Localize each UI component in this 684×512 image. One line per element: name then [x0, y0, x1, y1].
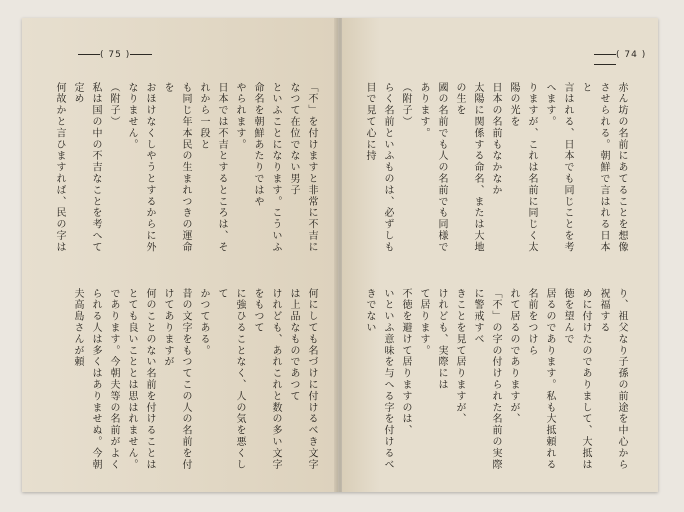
left-page-lower-text: 何にしても名づけに付けるべき文字は上品なものであつて けれども、あれこれと数の多い文字をもつて に強ひることなく、人の気を悪くして かつてある。 昔の文字をもつてこの人の名前を付けてありますが 何のことのない名前を付けることは とても良いこととは思はれません。 であります。今朝夫等の名前がよく られる人は多くはありませぬ。今朝夫高島さんが頼 [72, 288, 317, 471]
right-page [342, 18, 658, 492]
right-page-lower-text: り、祖父なり子孫の前途を中心から祝福する めに付けたのでありまして、大抵は徳を望んで 居るのであります。私も大抵頼れる名前をつけら れて居るのでありますが、 「不」の字の付けられた名前の実際に警戒すべ きことを見て居りますが、 けれども、実際には て居ります。 不徳を避けて居りますのは、 いといふ意味を与へる字を付けるべきでない [364, 288, 627, 471]
right-page-upper-text: 赤ん坊の名前にあてることを想像させられる。朝鮮で言はれる日本と 言はれる、日本でも同じことを考へます。 りますが、これは名前に同じく太陽の光を 日本の名前もなかなか 太陽に関係する命名、または大地の生を 國の名前でも人の名前でも同様であります。 （附子） らく名前といふものは、必ずしも目で見て心に持 [364, 82, 627, 253]
left-page-upper-text: 「不」を付けますと非常に不吉になつて在位でない男子 といふことになります。こういふ命名を朝鮮あたりではや やられます。 日本では不吉とするところは、それから一段と も同じ年本民の生まれつきの運命を おほけなくしやうとするからに外なりません。 （附子） 私は国の中の不吉なことを考へて定め 何故かと言ひますれば、民の字は [54, 82, 317, 253]
left-page [22, 18, 338, 492]
open-book-spread [22, 18, 658, 492]
left-page-number: ( 75 ) [78, 50, 152, 60]
right-page-number: ( 74 ) [594, 50, 658, 70]
